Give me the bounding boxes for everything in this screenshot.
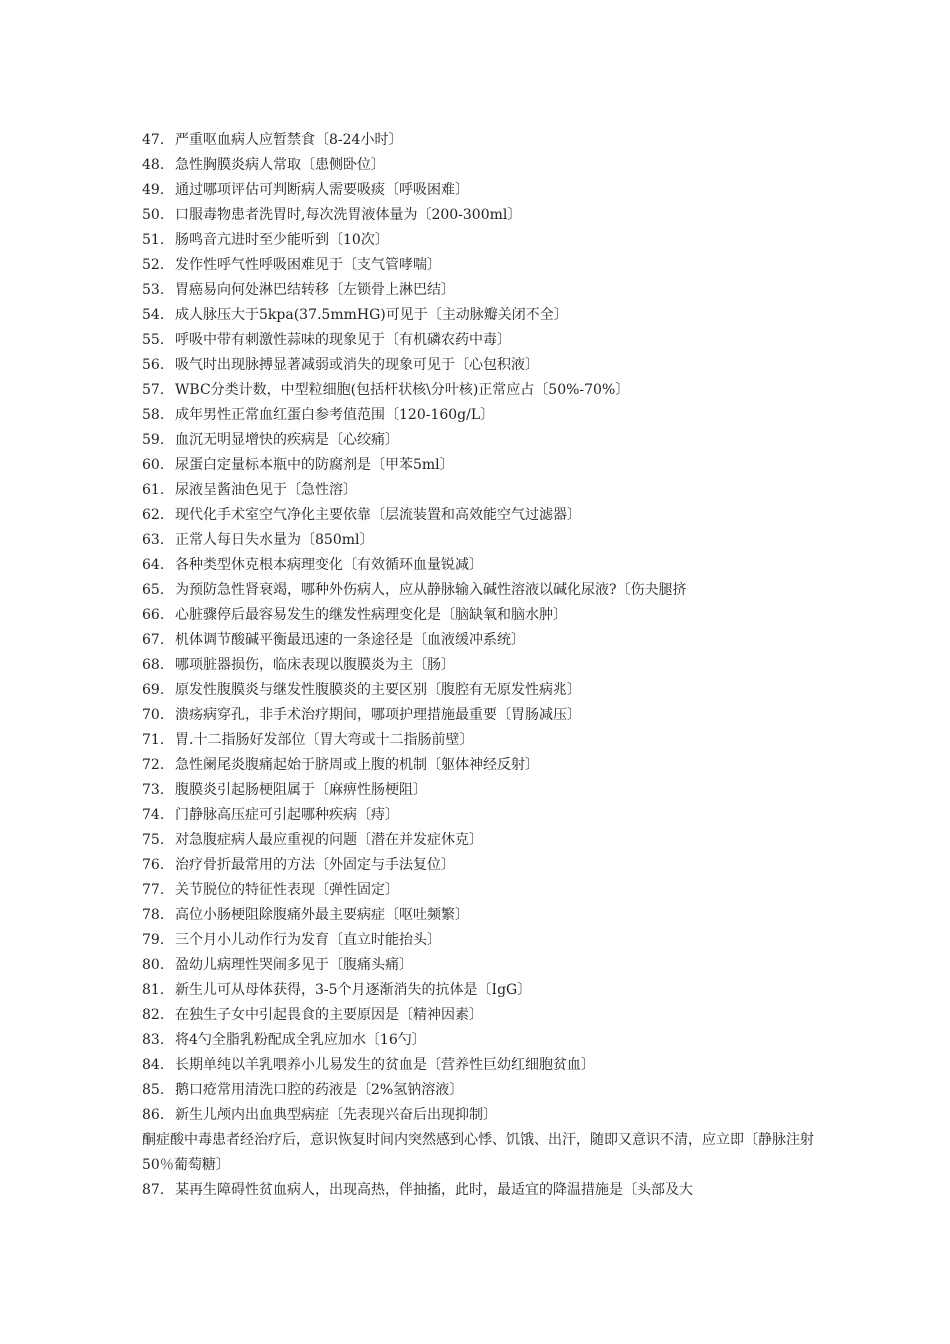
list-item [142,728,820,753]
list-item [142,853,820,878]
item-text: 急性胸膜炎病人常取〔患侧卧位〕 [175,157,385,173]
item-text: 高位小肠梗阻除腹痛外最主要病症〔呕吐频繁〕 [175,907,469,923]
item-text: 口服毒物患者洗胃时,每次洗胃液体量为〔200-300ml〕 [175,207,522,223]
item-number: 61. [142,482,165,498]
list-item [142,578,820,603]
list-item [142,778,820,803]
item-number: 63. [142,532,165,548]
list-item [142,403,820,428]
list-item [142,428,820,453]
list-item [142,128,820,153]
list-item [142,1028,820,1053]
item-number: 49. [142,182,165,198]
item-number: 71. [142,732,165,748]
list-item [142,1078,820,1103]
item-text: 原发性腹膜炎与继发性腹膜炎的主要区别〔腹腔有无原发性病兆〕 [175,682,581,698]
item-text: 尿蛋白定量标本瓶中的防腐剂是〔甲苯5ml〕 [175,457,454,473]
item-text: 血沉无明显增快的疾病是〔心绞痛〕 [175,432,399,448]
item-text: 对急腹症病人最应重视的问题〔潜在并发症休克〕 [175,832,483,848]
item-number: 62. [142,507,165,523]
item-text: 成年男性正常血红蛋白参考值范围〔120-160g/L〕 [175,407,495,423]
list-item [142,478,820,503]
list-item [142,1053,820,1078]
document-body [142,128,820,1203]
item-number: 56. [142,357,165,373]
list-item [142,278,820,303]
item-text: 为预防急性肾衰竭，哪种外伤病人，应从静脉输入碱性溶液以碱化尿液?〔伤夬腿挤 [175,582,687,598]
list-item [142,803,820,828]
item-number: 65. [142,582,165,598]
item-number: 47. [142,132,165,148]
list-item [142,328,820,353]
item-number: 66. [142,607,165,623]
item-number: 74. [142,807,165,823]
item-text: 腹膜炎引起肠梗阻属于〔麻痹性肠梗阻〕 [175,782,427,798]
item-number: 83. [142,1032,165,1048]
list-item [142,503,820,528]
list-item [142,453,820,478]
list-item [142,203,820,228]
list-item [142,353,820,378]
item-number: 80. [142,957,165,973]
item-number: 53. [142,282,165,298]
item-number: 72. [142,757,165,773]
item-text: 某再生障碍性贫血病人，出现高热，伴抽搐，此时，最适宜的降温措施是〔头部及大 [175,1182,693,1198]
item-number: 69. [142,682,165,698]
item-text: 现代化手术室空气净化主要依靠〔层流装置和高效能空气过滤器〕 [175,507,581,523]
item-number: 60. [142,457,165,473]
item-text: 新生儿颅内出血典型病症〔先表现兴奋后出现抑制〕 [175,1107,497,1123]
item-text: 长期单纯以羊乳喂养小儿易发生的贫血是〔营养性巨幼红细胞贫血〕 [175,1057,595,1073]
list-item [142,303,820,328]
item-text: 急性阑尾炎腹痛起始于脐周或上腹的机制〔躯体神经反射〕 [175,757,539,773]
item-number: 77. [142,882,165,898]
item-text: 胃癌易向何处淋巴结转移〔左锁骨上淋巴结〕 [175,282,455,298]
list-item [142,703,820,728]
question-list [142,128,820,1128]
list-item [142,1103,820,1128]
list-item [142,828,820,853]
item-number: 50. [142,207,165,223]
item-number: 51. [142,232,165,248]
item-text: 关节脱位的特征性表现〔弹性固定〕 [175,882,399,898]
list-item [142,178,820,203]
item-number: 48. [142,157,165,173]
item-number: 70. [142,707,165,723]
item-number: 84. [142,1057,165,1073]
list-item [142,378,820,403]
item-number: 79. [142,932,165,948]
list-item [142,678,820,703]
list-item [142,928,820,953]
item-number: 64. [142,557,165,573]
item-number: 54. [142,307,165,323]
item-number: 52. [142,257,165,273]
item-text: 正常人每日失水量为〔850ml〕 [175,532,374,548]
item-number: 68. [142,657,165,673]
item-text: 肠鸣音亢进时至少能听到〔10次〕 [175,232,389,248]
item-text: 严重呕血病人应暂禁食〔8-24小时〕 [175,132,403,148]
item-number: 82. [142,1007,165,1023]
item-number: 55. [142,332,165,348]
item-text: 门静脉高压症可引起哪种疾病〔痔〕 [175,807,399,823]
list-item [142,228,820,253]
item-number: 59. [142,432,165,448]
item-text: 三个月小儿动作行为发育〔直立时能抬头〕 [175,932,441,948]
item-text: 盈幼儿病理性哭闹多见于〔腹痛头痛〕 [175,957,413,973]
item-text: 各种类型休克根本病理变化〔有效循环血量锐减〕 [175,557,483,573]
item-number: 81. [142,982,165,998]
list-item [142,878,820,903]
list-item [142,978,820,1003]
list-item [142,903,820,928]
item-number: 87. [142,1182,165,1198]
list-item [142,603,820,628]
list-item [142,253,820,278]
item-number: 67. [142,632,165,648]
item-text: 发作性呼气性呼吸困难见于〔支气管哮喘〕 [175,257,441,273]
list-item [142,153,820,178]
item-text: 哪项脏器损伤，临床表现以腹膜炎为主〔肠〕 [175,657,455,673]
item-text: 成人脉压大于5kpa(37.5mmHG)可见于〔主动脉瓣关闭不全〕 [175,307,568,323]
item-number: 73. [142,782,165,798]
list-item [142,953,820,978]
item-text: 将4勺全脂乳粉配成全乳应加水〔16勺〕 [175,1032,426,1048]
paragraph: 酮症酸中毒患者经治疗后，意识恢复时间内突然感到心悸、饥饿、出汗，随即又意识不清，应立即〔静脉注射50％葡萄糖〕 [142,1132,814,1173]
list-item [142,528,820,553]
item-number: 57. [142,382,165,398]
item-text: 心脏骤停后最容易发生的继发性病理变化是〔脑缺氧和脑水肿〕 [175,607,567,623]
item-number: 78. [142,907,165,923]
item-text: 吸气时出现脉搏显著减弱或消失的现象可见于〔心包积液〕 [175,357,539,373]
item-text: 溃疡病穿孔，非手术治疗期间，哪项护理措施最重要〔胃肠减压〕 [175,707,581,723]
item-number: 75. [142,832,165,848]
item-number: 76. [142,857,165,873]
item-text: 机体调节酸碱平衡最迅速的一条途径是〔血液缓冲系统〕 [175,632,525,648]
item-text: 通过哪项评估可判断病人需要吸痰〔呼吸困难〕 [175,182,469,198]
item-text: 鹅口疮常用清洗口腔的药液是〔2%氢钠溶液〕 [175,1082,464,1098]
item-text: 在独生子女中引起畏食的主要原因是〔精神因素〕 [175,1007,483,1023]
item-text: 新生儿可从母体获得，3-5个月逐渐消失的抗体是〔IgG〕 [175,982,532,998]
list-item [142,653,820,678]
item-number: 86. [142,1107,165,1123]
item-text: 胃.十二指肠好发部位〔胃大弯或十二指肠前壁〕 [175,732,474,748]
item-text: WBC分类计数，中型粒细胞(包括杆状核\分叶核)正常应占〔50%-70%〕 [175,382,630,398]
item-text: 尿液呈酱油色见于〔急性溶〕 [175,482,357,498]
item-number: 58. [142,407,165,423]
item-text: 呼吸中带有刺激性蒜味的现象见于〔有机磷农药中毒〕 [175,332,511,348]
list-item [142,553,820,578]
item-number: 85. [142,1082,165,1098]
list-item [142,628,820,653]
item-text: 治疗骨折最常用的方法〔外固定与手法复位〕 [175,857,455,873]
list-item [142,753,820,778]
list-item [142,1003,820,1028]
list-item [142,1178,820,1203]
